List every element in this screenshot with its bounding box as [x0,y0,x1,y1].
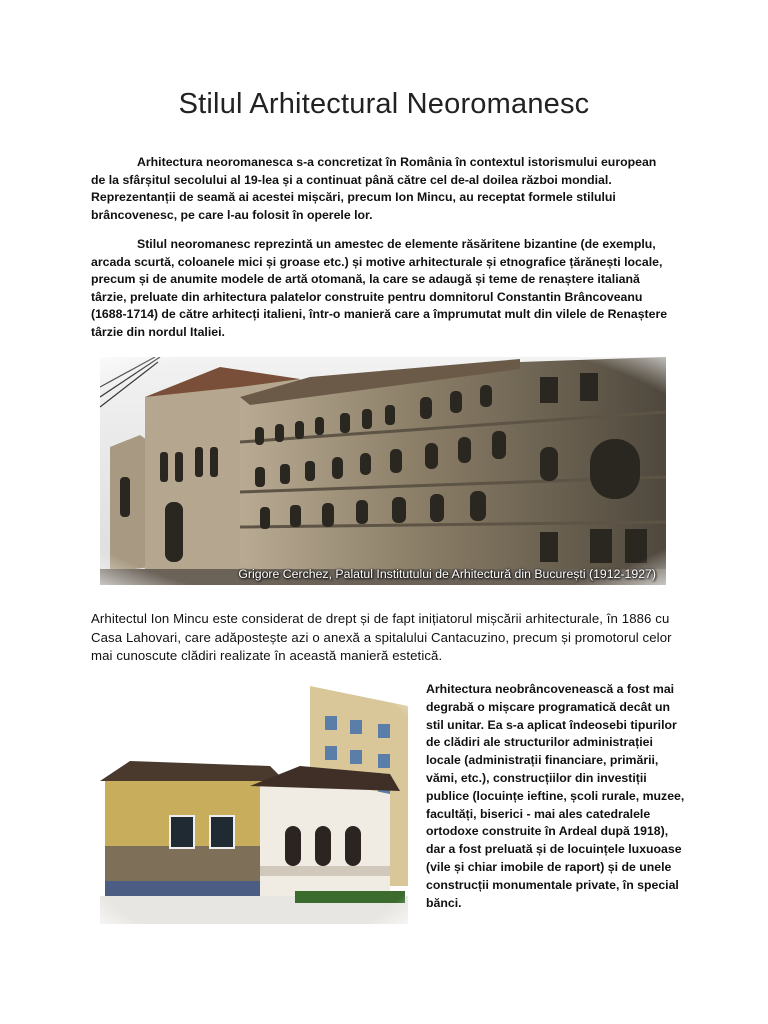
paragraph-neo-brancovenesc: Arhitectura neobrâncovenească a fost mai degrabă o mișcare programatică decât un stil unitar. Ea s-a aplicat îndeosebi tipurilor de clădiri ale structurilor administrației locale (administrații financiare, primării, vămi, etc.), construcțiilor din investiții publice (locuințe ieftine, școli rurale, muzee, facultăți, biserici - mai ales catedralele ortodoxe construite în Ardeal după 1918), dar a fost preluată și de locuințele luxuoase (vile și chiar imobile de raport) și de unele construcții monumentale private, în special bănci. [426,682,685,910]
paragraph-style [91,236,673,342]
architecture-institute-photo [100,357,666,585]
paragraph-style-text: Stilul neoromanesc reprezintă un amestec de elemente răsăritene bizantine (de exemplu, arcada scurtă, coloanele mici și groase etc.) și motive arhitecturale și etnografice țărănești locale, precum și de anumite modele de artă otomană, la care se adaugă și teme de renaștere italiană târzie, preluate din arhitectura palatelor construite pentru domnitorul Constantin Brâncoveanu (1688-1714) de către arhitecți italieni, într-o manieră care a împrumutat mult din vilele de Renaștere târzie din nordul Italiei. [91,237,668,339]
paragraph-intro-text: Arhitectura neoromanesca s-a concretizat în România în contextul istorismului european de la sfârșitul secolului al 19-lea și a continuat până către cel de-al doilea război mondial. Reprezentanții de seamă ai acestei mișcări, precum Ion Mincu, au receptat formele stilului brâncovenesc, pe care l-au folosit în operele lor. [91,155,657,222]
neo-romanian-house-photo [100,686,408,924]
paragraph-ion-mincu: Arhitectul Ion Mincu este considerat de drept și de fapt inițiatorul mișcării arhitecturale, în 1886 cu Casa Lahovari, care adăpostește azi o anexă a spitalului Cantacuzino, precum și promotorul celor mai cunoscute clădiri realizate în această manieră estetică. [91,611,672,664]
document-title: Stilul Arhitectural Neoromanesc [178,88,590,120]
photo-caption: Grigore Cerchez, Palatul Institutului de Arhitectură din București (1912-1927) [238,567,656,581]
architecture-institute-image [100,357,666,585]
paragraph-intro [91,154,673,224]
neo-romanian-house-image [100,686,408,924]
